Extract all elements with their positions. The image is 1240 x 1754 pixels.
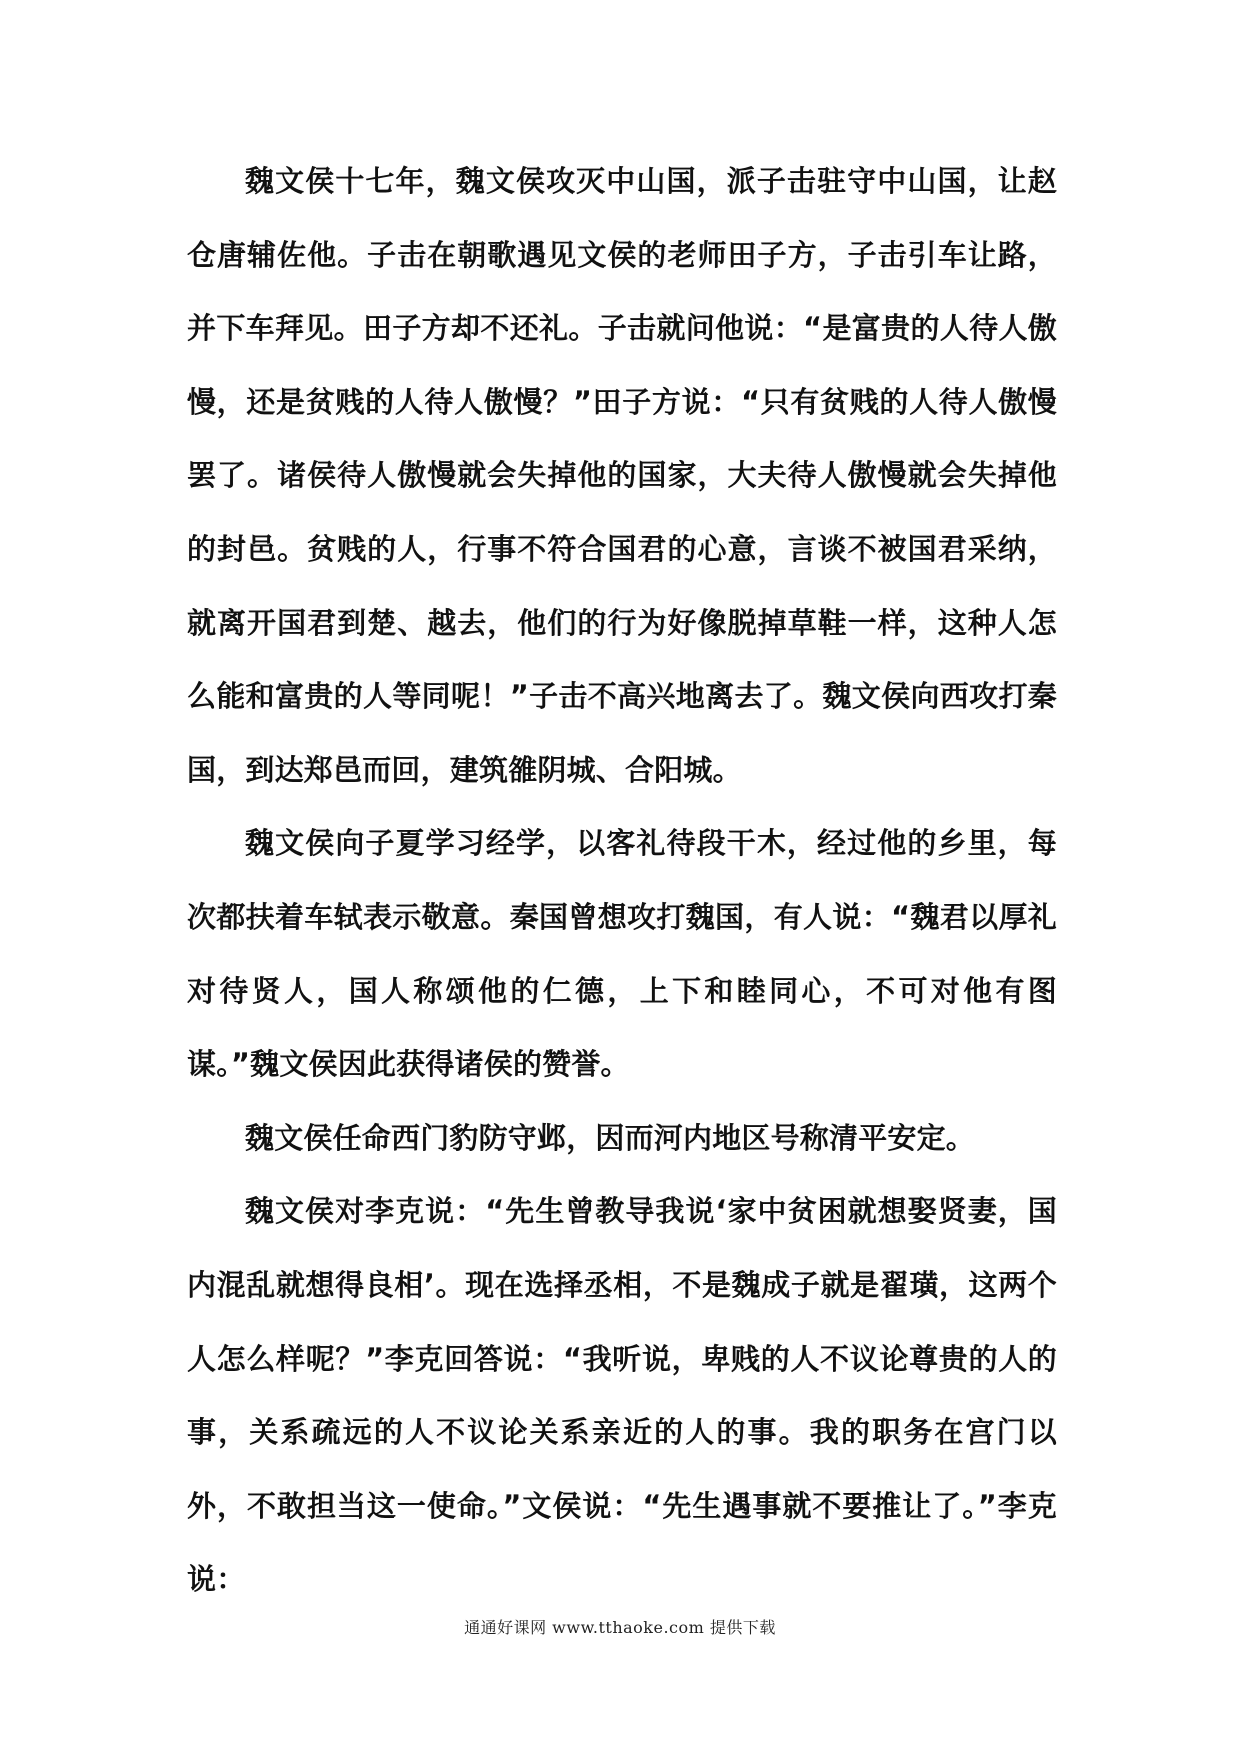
- paragraph-2: 魏文侯向子夏学习经学，以客礼待段干木，经过他的乡里，每次都扶着车轼表示敬意。秦国曾想攻打魏国，有人说：“魏君以厚礼对待贤人，国人称颂他的仁德，上下和睦同心，不可对他有图谋。”魏文侯因此获得诸侯的赞誉。: [187, 826, 1057, 1082]
- paragraph-1: 魏文侯十七年，魏文侯攻灭中山国，派子击驻守中山国，让赵仓唐辅佐他。子击在朝歌遇见文侯的老师田子方，子击引车让路，并下车拜见。田子方却不还礼。子击就问他说：“是富贵的人待人傲慢，还是贫贱的人待人傲慢？”田子方说：“只有贫贱的人待人傲慢罢了。诸侯待人傲慢就会失掉他的国家，大夫待人傲慢就会失掉他的封邑。贫贱的人，行事不符合国君的心意，言谈不被国君采纳，就离开国君到楚、越去，他们的行为好像脱掉草鞋一样，这种人怎么能和富贵的人等同呢！”子击不高兴地离去了。魏文侯向西攻打秦国，到达郑邑而回，建筑雒阴城、合阳城。: [187, 164, 1057, 787]
- page-footer: 通通好课网 www.tthaoke.com 提供下载: [464, 1618, 776, 1637]
- paragraph-4: 魏文侯对李克说：“先生曾教导我说‘家中贫困就想娶贤妻，国内混乱就想得良相’。现在选择丞相，不是魏成子就是翟璜，这两个人怎么样呢？”李克回答说：“我听说，卑贱的人不议论尊贵的人的事，关系疏远的人不议论关系亲近的人的事。我的职务在宫门以外，不敢担当这一使命。”文侯说：“先生遇事就不要推让了。”李克说：: [187, 1194, 1057, 1597]
- document-body: [187, 145, 1057, 1617]
- paragraph-3: 魏文侯任命西门豹防守邺，因而河内地区号称清平安定。: [245, 1120, 976, 1155]
